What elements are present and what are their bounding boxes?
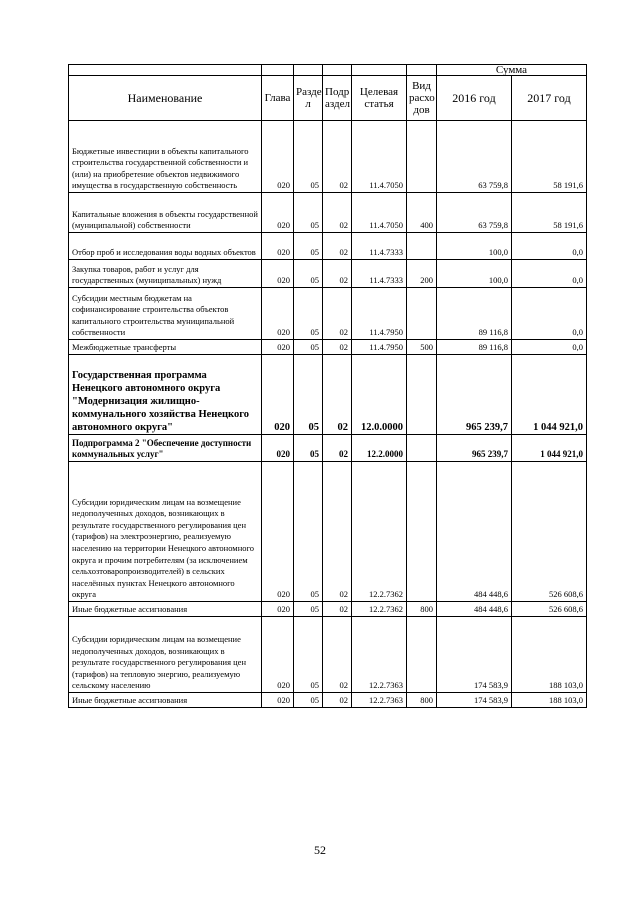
row-2016: 174 583,9 [437,693,512,708]
table-row [69,121,587,193]
row-type [407,233,437,260]
row-section: 05 [294,693,323,708]
row-section: 05 [294,617,323,693]
header-row [69,76,587,121]
row-subsection: 02 [323,340,352,355]
col-section-header: Разде л [294,76,323,121]
row-2016: 965 239,7 [437,355,512,435]
table-row [69,288,587,340]
row-name: Капитальные вложения в объекты государственной (муниципальной) собственности [69,193,262,233]
table-row [69,602,587,617]
col-subsection-header: Подр аздел [323,76,352,121]
sum-header: Сумма [437,65,587,76]
row-target: 11.4.7050 [352,121,407,193]
row-type [407,288,437,340]
row-name: Бюджетные инвестиции в объекты капитального строительства государственной собственности и (или) на приобретение объектов недвижимого имущества в государственную собственность [69,121,262,193]
col-target-header: Целевая статья [352,76,407,121]
col-type-header: Вид расхо дов [407,76,437,121]
row-2017: 1 044 921,0 [512,355,587,435]
row-target: 11.4.7333 [352,233,407,260]
row-chapter: 020 [262,260,294,288]
row-target: 11.4.7050 [352,193,407,233]
header-top-row [69,65,587,76]
row-section: 05 [294,193,323,233]
row-name: Субсидии юридическим лицам на возмещение недополученных доходов, возникающих в результате государственного регулирования цен (тарифов) на электроэнергию, реализуемую населению на территории Ненецкого автономного округа и прочим потребителям (за исключением сельхозтоваропроизводителей) в сельских населённых пунктах Ненецкого автономного округа [69,462,262,602]
row-2016: 484 448,6 [437,602,512,617]
row-subsection: 02 [323,617,352,693]
col-2017-header: 2017 год [512,76,587,121]
row-target: 12.2.7362 [352,602,407,617]
table-row [69,462,587,602]
row-chapter: 020 [262,288,294,340]
row-section: 05 [294,260,323,288]
row-section: 05 [294,340,323,355]
row-chapter: 020 [262,355,294,435]
row-2017: 0,0 [512,260,587,288]
row-section: 05 [294,121,323,193]
row-2017: 58 191,6 [512,193,587,233]
row-subsection: 02 [323,602,352,617]
row-2017: 0,0 [512,288,587,340]
row-chapter: 020 [262,121,294,193]
row-2017: 526 608,6 [512,602,587,617]
row-type [407,355,437,435]
row-type: 400 [407,193,437,233]
budget-table-sheet [68,64,586,708]
row-section: 05 [294,602,323,617]
row-section: 05 [294,355,323,435]
row-subsection: 02 [323,233,352,260]
table-row [69,260,587,288]
row-2016: 63 759,8 [437,121,512,193]
row-2016: 965 239,7 [437,435,512,462]
row-2016: 174 583,9 [437,617,512,693]
row-2017: 1 044 921,0 [512,435,587,462]
table-row [69,435,587,462]
col-name-header: Наименование [69,76,262,121]
row-2016: 484 448,6 [437,462,512,602]
row-2017: 526 608,6 [512,462,587,602]
row-subsection: 02 [323,462,352,602]
row-target: 12.2.7363 [352,693,407,708]
row-name: Закупка товаров, работ и услуг для государственных (муниципальных) нужд [69,260,262,288]
row-section: 05 [294,288,323,340]
row-target: 12.2.7363 [352,617,407,693]
row-subsection: 02 [323,288,352,340]
row-name: Межбюджетные трансферты [69,340,262,355]
row-2016: 63 759,8 [437,193,512,233]
row-2017: 188 103,0 [512,693,587,708]
col-2016-header: 2016 год [437,76,512,121]
row-section: 05 [294,233,323,260]
row-chapter: 020 [262,340,294,355]
row-name: Субсидии юридическим лицам на возмещение недополученных доходов, возникающих в результате государственного регулирования цен (тарифов) на тепловую энергию, реализуемую сельскому населению [69,617,262,693]
row-type: 500 [407,340,437,355]
row-subsection: 02 [323,121,352,193]
row-2017: 0,0 [512,233,587,260]
row-name: Государственная программа Ненецкого автономного округа "Модернизация жилищно-коммунального хозяйства Ненецкого автономного округа" [69,355,262,435]
row-name: Отбор проб и исследования воды водных объектов [69,233,262,260]
row-target: 11.4.7333 [352,260,407,288]
row-type [407,462,437,602]
row-name: Иные бюджетные ассигнования [69,602,262,617]
row-section: 05 [294,462,323,602]
row-chapter: 020 [262,193,294,233]
row-type: 800 [407,693,437,708]
table-row [69,617,587,693]
row-name: Субсидии местным бюджетам на софинансирование строительства объектов капитального строительства муниципальной собственности [69,288,262,340]
row-2016: 100,0 [437,233,512,260]
row-type: 200 [407,260,437,288]
row-chapter: 020 [262,693,294,708]
row-subsection: 02 [323,260,352,288]
row-target: 12.0.0000 [352,355,407,435]
row-subsection: 02 [323,435,352,462]
table-row [69,340,587,355]
row-subsection: 02 [323,355,352,435]
row-2016: 89 116,8 [437,288,512,340]
row-2017: 188 103,0 [512,617,587,693]
row-section: 05 [294,435,323,462]
row-type [407,121,437,193]
table-row [69,693,587,708]
col-chapter-header: Глава [262,76,294,121]
row-chapter: 020 [262,462,294,602]
row-chapter: 020 [262,602,294,617]
row-name: Подпрограмма 2 "Обеспечение доступности коммунальных услуг" [69,435,262,462]
row-type [407,435,437,462]
budget-table [68,64,587,708]
row-2017: 58 191,6 [512,121,587,193]
table-row [69,193,587,233]
row-target: 11.4.7950 [352,340,407,355]
row-2017: 0,0 [512,340,587,355]
row-2016: 89 116,8 [437,340,512,355]
row-subsection: 02 [323,693,352,708]
row-type [407,617,437,693]
row-chapter: 020 [262,435,294,462]
page-number: 52 [314,843,326,857]
row-target: 12.2.7362 [352,462,407,602]
row-target: 12.2.0000 [352,435,407,462]
row-type: 800 [407,602,437,617]
row-subsection: 02 [323,193,352,233]
row-chapter: 020 [262,233,294,260]
table-row [69,233,587,260]
row-chapter: 020 [262,617,294,693]
table-row [69,355,587,435]
row-name: Иные бюджетные ассигнования [69,693,262,708]
row-target: 11.4.7950 [352,288,407,340]
row-2016: 100,0 [437,260,512,288]
